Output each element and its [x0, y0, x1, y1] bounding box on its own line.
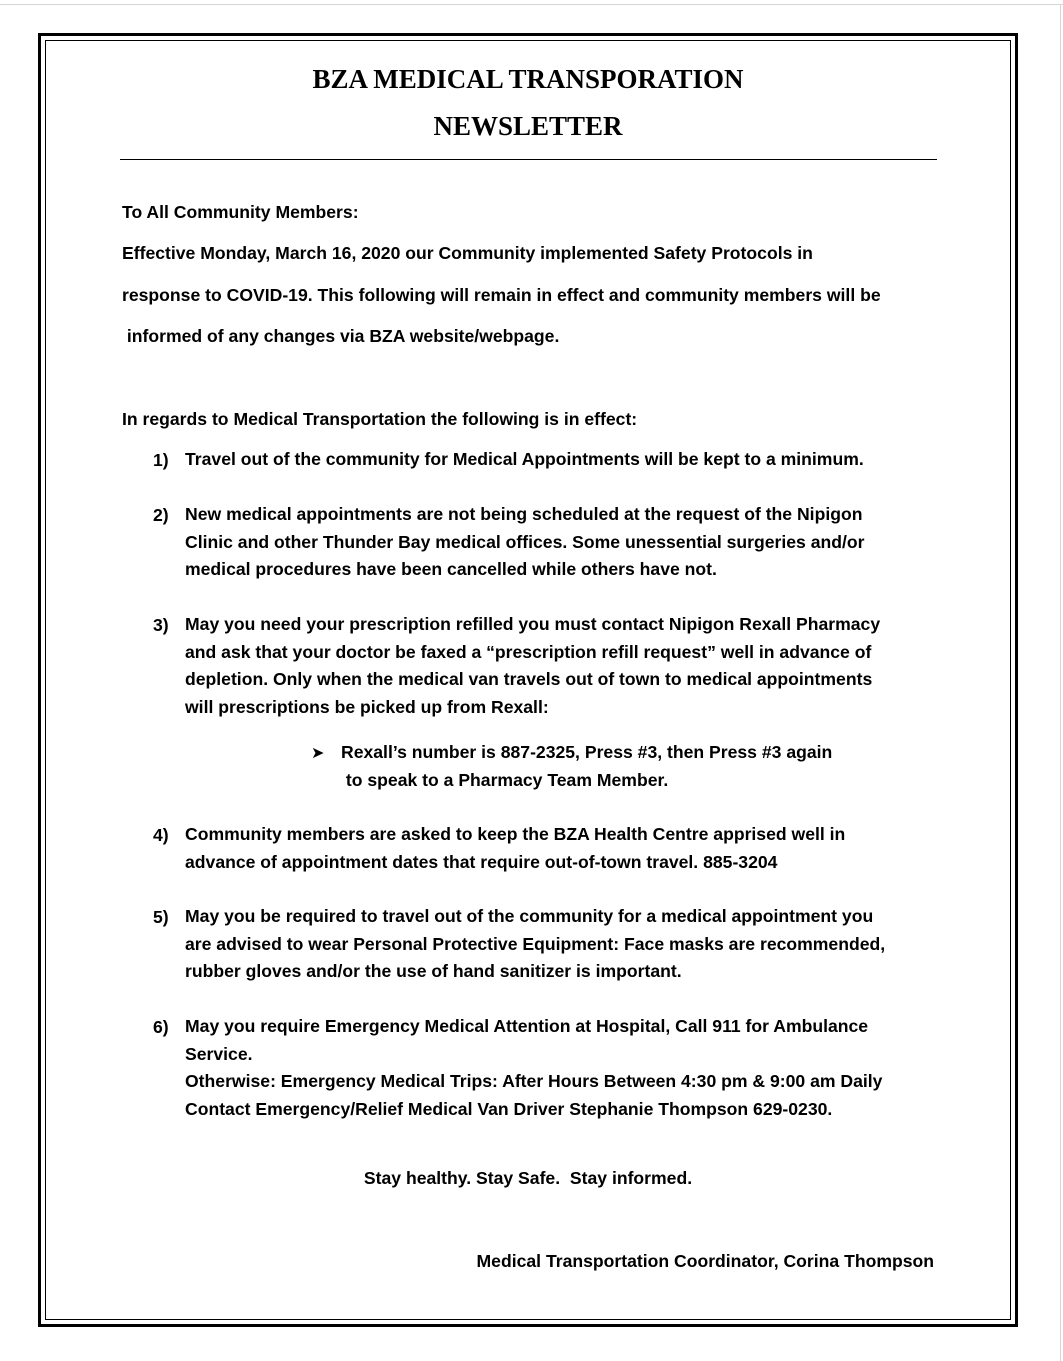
intro-line-3: informed of any changes via BZA website/webpage.	[122, 326, 560, 346]
item-line: medical procedures have been cancelled while others have not.	[185, 559, 717, 579]
intro-line-2: response to COVID-19. This following will remain in effect and community members will be	[122, 285, 881, 305]
item-number: 2)	[153, 505, 169, 525]
list-item	[185, 903, 885, 986]
item-line: and ask that your doctor be faxed a “prescription refill request” well in advance of	[185, 641, 872, 662]
title-line-1: BZA MEDICAL TRANSPORATION	[312, 64, 744, 94]
item-line: Travel out of the community for Medical Appointments will be kept to a minimum.	[185, 449, 864, 469]
list-item	[185, 611, 880, 721]
item-number: 6)	[153, 1017, 169, 1037]
item-line: May you be required to travel out of the community for a medical appointment you	[185, 906, 874, 926]
item-line: depletion. Only when the medical van travels out of town to medical appointments	[185, 669, 873, 689]
item-line: rubber gloves and/or the use of hand sanitizer is important.	[185, 961, 682, 981]
greeting: To All Community Members:	[122, 202, 359, 222]
item-line: Otherwise: Emergency Medical Trips: After Hours Between 4:30 pm & 9:00 am Daily	[185, 1071, 883, 1091]
sub-bullet	[341, 739, 832, 794]
item-number: 3)	[153, 615, 169, 635]
item-line: Community members are asked to keep the BZA Health Centre apprised well in	[185, 824, 846, 844]
arrow-bullet-icon: ➤	[311, 745, 325, 762]
item-line: New medical appointments are not being scheduled at the request of the Nipigon	[185, 504, 863, 524]
list-item	[185, 1013, 882, 1123]
item-line: Contact Emergency/Relief Medical Van Driver Stephanie Thompson 629-0230.	[185, 1098, 833, 1119]
list-item	[185, 446, 864, 474]
title-divider	[120, 159, 937, 160]
item-line: advance of appointment dates that require out-of-town travel. 885-3204	[185, 851, 778, 872]
item-line: May you require Emergency Medical Attention at Hospital, Call 911 for Ambulance	[185, 1016, 869, 1036]
sub-bullet-line: Rexall’s number is 887-2325, Press #3, then Press #3 again	[341, 742, 833, 762]
item-number: 4)	[153, 825, 169, 845]
item-line: will prescriptions be picked up from Rexall:	[185, 696, 549, 717]
item-number: 1)	[153, 450, 169, 470]
list-item	[185, 821, 845, 876]
sub-bullet-line: to speak to a Pharmacy Team Member.	[341, 769, 669, 790]
intro-line-1: Effective Monday, March 16, 2020 our Community implemented Safety Protocols in	[122, 243, 813, 263]
item-line: Clinic and other Thunder Bay medical offices. Some unessential surgeries and/or	[185, 531, 865, 552]
item-line: Service.	[185, 1043, 253, 1064]
signature: Medical Transportation Coordinator, Corina Thompson	[476, 1251, 934, 1271]
closing-line: Stay healthy. Stay Safe. Stay informed.	[363, 1168, 693, 1188]
item-number: 5)	[153, 907, 169, 927]
item-line: are advised to wear Personal Protective Equipment: Face masks are recommended,	[185, 933, 886, 954]
title-line-2: NEWSLETTER	[433, 111, 623, 141]
item-line: May you need your prescription refilled you must contact Nipigon Rexall Pharmacy	[185, 614, 881, 634]
regards-line: In regards to Medical Transportation the following is in effect:	[122, 409, 638, 429]
list-item	[185, 501, 865, 584]
